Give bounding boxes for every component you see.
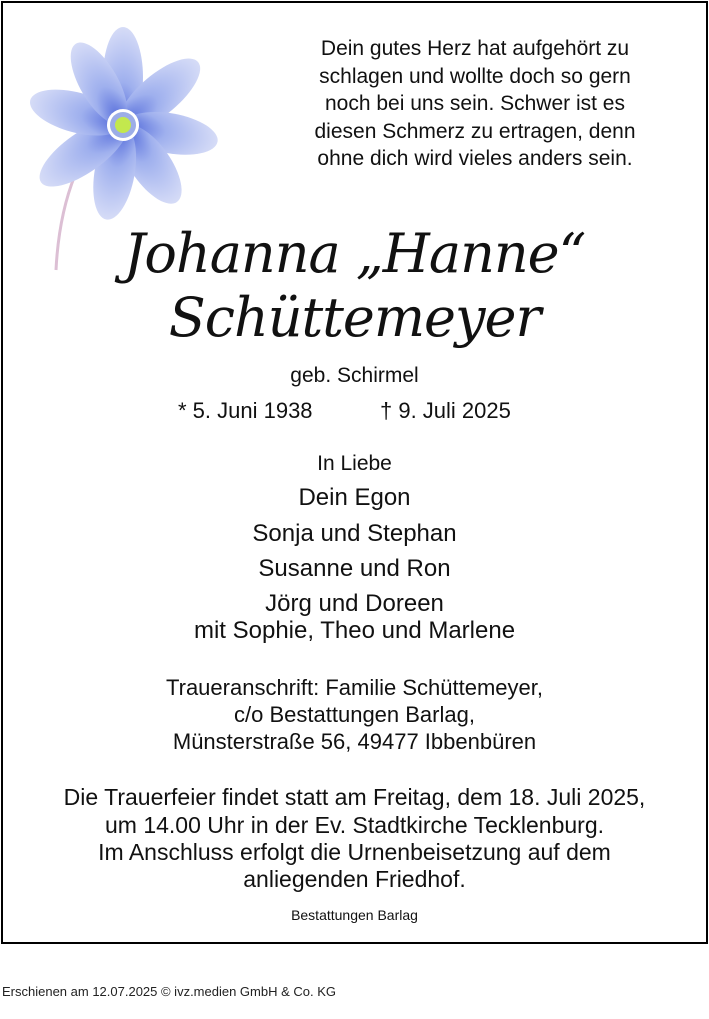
service-line: Im Anschluss erfolgt die Urnenbeisetzung auf dem [98,839,611,865]
mourner-name: Susanne und Ron [258,555,451,582]
poem-line: diesen Schmerz zu ertragen, denn [314,119,636,143]
address-line: Münsterstraße 56, 49477 Ibbenbüren [172,729,537,754]
poem-line: Dein gutes Herz hat aufgehört zu [320,37,630,60]
deceased-first-name: Johanna „Hanne“ [123,222,586,285]
mourner-name: Jörg und Doreen [265,590,444,617]
birth-date: * 5. Juni 1938 [178,398,313,423]
poem [270,35,680,173]
poem-line: schlagen und wollte doch so gern [319,64,631,88]
service-line: um 14.00 Uhr in der Ev. Stadtkirche Tecklenburg. [104,812,604,838]
mourner-name: mit Sophie, Theo und Marlene [193,617,516,644]
service-line: Die Trauerfeier findet statt am Freitag, dem 18. Juli 2025, [63,784,646,810]
service-line: anliegenden Friedhof. [243,866,466,892]
undertaker: Bestattungen Barlag [291,907,418,923]
mourner-name: Dein Egon [298,484,411,511]
mourner-name: Sonja und Stephan [252,520,457,547]
death-date: † 9. Juli 2025 [380,398,511,423]
publication-note: Erschienen am 12.07.2025 © ivz.medien GmbH & Co. KG [2,984,337,999]
poem-line: ohne dich wird vieles anders sein. [317,147,633,170]
address-line: c/o Bestattungen Barlag, [234,702,475,727]
poem-line: noch bei uns sein. Schwer ist es [325,92,625,115]
address-line: Traueranschrift: Familie Schüttemeyer, [166,675,543,700]
maiden-name: geb. Schirmel [290,364,419,387]
mourners-intro: In Liebe [317,452,392,475]
deceased-last-name: Schüttemeyer [168,286,541,349]
